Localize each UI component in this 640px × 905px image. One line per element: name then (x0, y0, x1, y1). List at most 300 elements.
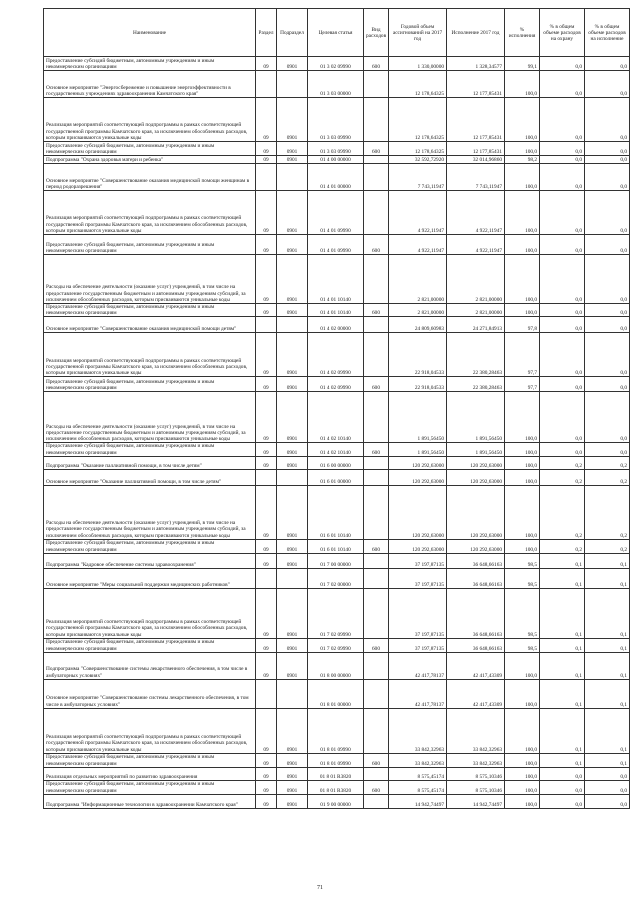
cell-share-2: 0,2 (585, 469, 630, 485)
table-row (44, 191, 630, 235)
cell-percent: 100,0 (505, 767, 540, 780)
table-row (44, 753, 630, 767)
cell-percent: 100,0 (505, 456, 540, 469)
cell-expense-type: 600 (364, 57, 389, 71)
cell-execution: 42 417,43309 (447, 652, 505, 679)
cell-razdel: 09 (256, 191, 277, 235)
cell-annual-plan: 42 417,78137 (389, 679, 447, 708)
cell-podrazdel: 0901 (277, 456, 308, 469)
cell-percent: 99,1 (505, 57, 540, 71)
cell-execution: 4 922,11947 (447, 191, 505, 235)
cell-podrazdel: 0901 (277, 377, 308, 392)
cell-execution: 120 292,63000 (447, 485, 505, 539)
table-body (44, 57, 630, 809)
cell-podrazdel: 0901 (277, 191, 308, 235)
cell-percent: 100,0 (505, 98, 540, 142)
cell-target-article: 01 8 01 R3820 (308, 767, 364, 780)
table-row (44, 767, 630, 780)
cell-razdel (256, 679, 277, 708)
cell-execution: 8 575,10346 (447, 767, 505, 780)
cell-name: Предоставление субсидий бюджетным, автономным учреждениям и иным некоммерческим организациям (44, 753, 256, 767)
cell-podrazdel (277, 679, 308, 708)
cell-target-article: 01 8 00 00000 (308, 652, 364, 679)
cell-target-article: 01 4 02 00000 (308, 317, 364, 333)
cell-name: Реализация отдельных мероприятий по развитию здравоохранения (44, 767, 256, 780)
cell-annual-plan: 37 197,87135 (389, 553, 447, 568)
cell-annual-plan: 8 575,45174 (389, 780, 447, 794)
cell-percent: 100,0 (505, 539, 540, 553)
col-header-target-article: Целевая статья (308, 9, 364, 57)
cell-target-article: 01 4 01 09990 (308, 191, 364, 235)
cell-podrazdel: 0901 (277, 98, 308, 142)
table-row (44, 57, 630, 71)
cell-expense-type (364, 456, 389, 469)
table-row (44, 164, 630, 191)
cell-share-1: 0,1 (540, 588, 585, 638)
cell-share-1: 0,0 (540, 377, 585, 392)
cell-target-article: 01 6 00 00000 (308, 456, 364, 469)
cell-share-1: 0,0 (540, 767, 585, 780)
table-row (44, 485, 630, 539)
cell-name: Основное мероприятие "Оказание паллиативной помощи, в том числе детям" (44, 469, 256, 485)
cell-target-article: 01 7 02 00000 (308, 568, 364, 588)
cell-share-2: 0,0 (585, 164, 630, 191)
cell-razdel: 09 (256, 539, 277, 553)
cell-percent: 100,0 (505, 485, 540, 539)
cell-share-2: 0,1 (585, 652, 630, 679)
cell-expense-type (364, 553, 389, 568)
cell-execution: 8 575,10346 (447, 780, 505, 794)
cell-target-article: 01 6 01 10140 (308, 539, 364, 553)
table-row (44, 156, 630, 164)
cell-target-article: 01 7 02 09990 (308, 588, 364, 638)
cell-target-article: 01 4 02 09990 (308, 377, 364, 392)
cell-target-article: 01 4 01 10140 (308, 255, 364, 304)
cell-share-2: 0,1 (585, 553, 630, 568)
page-number: 71 (317, 885, 323, 891)
table-row (44, 304, 630, 317)
cell-share-1: 0,0 (540, 780, 585, 794)
cell-name: Предоставление субсидий бюджетным, автономным учреждениям и иным некоммерческим организациям (44, 235, 256, 255)
cell-name: Основное мероприятие "Меры социальной поддержки медицинских работников" (44, 568, 256, 588)
cell-target-article: 01 8 01 R3820 (308, 780, 364, 794)
cell-razdel: 09 (256, 57, 277, 71)
cell-share-1: 0,0 (540, 235, 585, 255)
cell-expense-type (364, 485, 389, 539)
cell-execution: 2 821,00000 (447, 255, 505, 304)
cell-share-1: 0,0 (540, 392, 585, 443)
table-row (44, 392, 630, 443)
col-header-name: Наименование (44, 9, 256, 57)
cell-razdel: 09 (256, 333, 277, 377)
cell-execution: 33 842,32963 (447, 753, 505, 767)
cell-annual-plan: 1 891,56450 (389, 392, 447, 443)
cell-podrazdel: 0901 (277, 255, 308, 304)
cell-annual-plan: 12 178,64325 (389, 71, 447, 98)
table-row (44, 780, 630, 794)
cell-share-2: 0,0 (585, 71, 630, 98)
cell-expense-type: 600 (364, 638, 389, 652)
cell-podrazdel (277, 317, 308, 333)
table-row (44, 469, 630, 485)
cell-name: Предоставление субсидий бюджетным, автономным учреждениям и иным некоммерческим организациям (44, 539, 256, 553)
cell-annual-plan: 120 292,63000 (389, 469, 447, 485)
cell-podrazdel: 0901 (277, 638, 308, 652)
cell-razdel: 09 (256, 794, 277, 808)
cell-percent: 97,7 (505, 377, 540, 392)
cell-razdel: 09 (256, 98, 277, 142)
table-row (44, 377, 630, 392)
cell-share-1: 0,1 (540, 753, 585, 767)
cell-share-2: 0,0 (585, 98, 630, 142)
cell-name: Реализация мероприятий соответствующей подпрограммы в рамках соответствующей государственной программы Камчатского края, за исключением обособленных расходов, которым присваиваются уникальные коды (44, 191, 256, 235)
cell-expense-type: 600 (364, 142, 389, 156)
col-header-annual-plan: Годовой объем ассигнований на 2017 год (389, 9, 447, 57)
cell-execution: 12 177,85431 (447, 71, 505, 98)
cell-execution: 12 177,85431 (447, 142, 505, 156)
cell-podrazdel: 0901 (277, 794, 308, 808)
cell-expense-type (364, 255, 389, 304)
table-row (44, 71, 630, 98)
cell-name: Предоставление субсидий бюджетным, автономным учреждениям и иным некоммерческим организациям (44, 377, 256, 392)
cell-share-2: 0,1 (585, 638, 630, 652)
cell-percent: 100,0 (505, 304, 540, 317)
cell-execution: 32 014,96860 (447, 156, 505, 164)
cell-share-2: 0,0 (585, 392, 630, 443)
cell-percent: 98,5 (505, 553, 540, 568)
cell-name: Подпрограмма "Совершенствование системы лекарственного обеспечения, в том числе в амбулаторных условиях" (44, 652, 256, 679)
cell-target-article: 01 6 01 00000 (308, 469, 364, 485)
cell-execution: 14 942,74497 (447, 794, 505, 808)
cell-percent: 100,0 (505, 235, 540, 255)
cell-expense-type (364, 588, 389, 638)
cell-share-2: 0,0 (585, 255, 630, 304)
cell-name: Расходы на обеспечение деятельности (оказание услуг) учреждений, в том числе на предоставление государственным бюджетным и автономным учреждениям субсидий, за исключением обособленных расходов, которым присваиваются уникальные коды (44, 485, 256, 539)
cell-share-1: 0,0 (540, 71, 585, 98)
cell-target-article: 01 6 01 10140 (308, 485, 364, 539)
cell-razdel: 09 (256, 485, 277, 539)
cell-target-article: 01 8 01 09990 (308, 753, 364, 767)
cell-expense-type: 600 (364, 780, 389, 794)
cell-percent: 100,0 (505, 708, 540, 753)
cell-annual-plan: 42 417,78137 (389, 652, 447, 679)
cell-podrazdel: 0901 (277, 539, 308, 553)
cell-expense-type (364, 392, 389, 443)
cell-share-2: 0,1 (585, 753, 630, 767)
cell-razdel (256, 71, 277, 98)
cell-share-1: 0,2 (540, 456, 585, 469)
cell-share-2: 0,0 (585, 235, 630, 255)
cell-share-2: 0,0 (585, 317, 630, 333)
cell-razdel: 09 (256, 392, 277, 443)
cell-share-1: 0,2 (540, 539, 585, 553)
cell-expense-type (364, 164, 389, 191)
cell-razdel: 09 (256, 443, 277, 456)
cell-share-1: 0,1 (540, 708, 585, 753)
cell-razdel: 09 (256, 588, 277, 638)
cell-expense-type: 600 (364, 443, 389, 456)
cell-percent: 98,2 (505, 156, 540, 164)
cell-share-2: 0,0 (585, 377, 630, 392)
table-row (44, 456, 630, 469)
cell-share-2: 0,0 (585, 794, 630, 808)
cell-podrazdel: 0901 (277, 443, 308, 456)
cell-annual-plan: 120 292,63000 (389, 456, 447, 469)
cell-podrazdel: 0901 (277, 753, 308, 767)
cell-name: Реализация мероприятий соответствующей подпрограммы в рамках соответствующей государственной программы Камчатского края, за исключением обособленных расходов, которым присваиваются уникальные коды (44, 708, 256, 753)
table-row (44, 568, 630, 588)
cell-annual-plan: 14 942,74497 (389, 794, 447, 808)
cell-annual-plan: 32 592,72920 (389, 156, 447, 164)
cell-percent: 97,8 (505, 317, 540, 333)
cell-annual-plan: 22 918,04533 (389, 333, 447, 377)
cell-share-2: 0,2 (585, 485, 630, 539)
cell-name: Предоставление субсидий бюджетным, автономным учреждениям и иным некоммерческим организациям (44, 443, 256, 456)
col-header-expense-type: Вид расходов (364, 9, 389, 57)
cell-podrazdel (277, 164, 308, 191)
cell-annual-plan: 2 821,00000 (389, 304, 447, 317)
cell-podrazdel: 0901 (277, 333, 308, 377)
budget-table (43, 8, 630, 809)
cell-expense-type (364, 469, 389, 485)
cell-execution: 1 891,56450 (447, 443, 505, 456)
cell-razdel (256, 317, 277, 333)
cell-execution: 1 328,34577 (447, 57, 505, 71)
cell-share-2: 0,0 (585, 443, 630, 456)
table-row (44, 794, 630, 808)
table-row (44, 553, 630, 568)
cell-share-2: 0,1 (585, 588, 630, 638)
cell-name: Подпрограмма "Оказание паллиативной помощи, в том числе детям" (44, 456, 256, 469)
cell-target-article: 01 4 02 09990 (308, 333, 364, 377)
cell-name: Расходы на обеспечение деятельности (оказание услуг) учреждений, в том числе на предоставление государственным бюджетным и автономным учреждениям субсидий, за исключением обособленных расходов, которым присваиваются уникальные коды (44, 255, 256, 304)
cell-razdel (256, 164, 277, 191)
cell-target-article: 01 4 02 10140 (308, 443, 364, 456)
cell-target-article: 01 4 01 10140 (308, 304, 364, 317)
cell-share-2: 0,0 (585, 767, 630, 780)
cell-share-2: 0,1 (585, 708, 630, 753)
cell-share-1: 0,1 (540, 568, 585, 588)
cell-podrazdel: 0901 (277, 780, 308, 794)
table-row (44, 708, 630, 753)
cell-podrazdel: 0901 (277, 767, 308, 780)
cell-expense-type (364, 317, 389, 333)
cell-expense-type (364, 568, 389, 588)
cell-name: Подпрограмма "Охрана здоровья матери и ребенка" (44, 156, 256, 164)
cell-annual-plan: 24 809,60983 (389, 317, 447, 333)
cell-percent: 100,0 (505, 255, 540, 304)
cell-percent: 98,5 (505, 588, 540, 638)
cell-razdel: 09 (256, 708, 277, 753)
cell-annual-plan: 8 575,45174 (389, 767, 447, 780)
cell-podrazdel (277, 568, 308, 588)
cell-podrazdel (277, 71, 308, 98)
cell-target-article: 01 4 01 00000 (308, 164, 364, 191)
cell-podrazdel: 0901 (277, 156, 308, 164)
cell-podrazdel: 0901 (277, 652, 308, 679)
col-header-share-1: % в общем объеме расходов на охрану (540, 9, 585, 57)
cell-annual-plan: 33 842,32963 (389, 708, 447, 753)
cell-expense-type (364, 708, 389, 753)
table-row (44, 255, 630, 304)
cell-razdel: 09 (256, 638, 277, 652)
cell-execution: 33 842,32963 (447, 708, 505, 753)
cell-razdel: 09 (256, 255, 277, 304)
cell-percent: 98,5 (505, 568, 540, 588)
cell-percent: 100,0 (505, 392, 540, 443)
cell-execution: 36 648,66163 (447, 638, 505, 652)
cell-expense-type (364, 71, 389, 98)
cell-share-2: 0,0 (585, 191, 630, 235)
cell-share-2: 0,0 (585, 142, 630, 156)
cell-expense-type: 600 (364, 235, 389, 255)
cell-share-2: 0,2 (585, 539, 630, 553)
cell-name: Подпрограмма "Информационные технологии в здравоохранении Камчатского края" (44, 794, 256, 808)
table-row (44, 638, 630, 652)
cell-share-2: 0,2 (585, 456, 630, 469)
cell-target-article: 01 3 03 09990 (308, 98, 364, 142)
cell-annual-plan: 12 178,64325 (389, 98, 447, 142)
cell-share-1: 0,1 (540, 638, 585, 652)
cell-expense-type (364, 767, 389, 780)
cell-razdel: 09 (256, 767, 277, 780)
cell-expense-type (364, 333, 389, 377)
cell-annual-plan: 120 292,63000 (389, 539, 447, 553)
cell-share-1: 0,0 (540, 304, 585, 317)
cell-name: Основное мероприятие "Энергосбережение и повышение энергоэффективности в государственных учреждениях здравоохранения Камчатского края" (44, 71, 256, 98)
cell-razdel: 09 (256, 142, 277, 156)
cell-annual-plan: 120 292,63000 (389, 485, 447, 539)
cell-name: Предоставление субсидий бюджетным, автономным учреждениям и иным некоммерческим организациям (44, 638, 256, 652)
cell-name: Предоставление субсидий бюджетным, автономным учреждениям и иным некоммерческим организациям (44, 57, 256, 71)
cell-execution: 22 380,28463 (447, 333, 505, 377)
cell-expense-type (364, 679, 389, 708)
cell-execution: 42 417,43309 (447, 679, 505, 708)
table-row (44, 317, 630, 333)
table-row (44, 333, 630, 377)
cell-execution: 36 648,66163 (447, 588, 505, 638)
cell-razdel (256, 568, 277, 588)
col-header-podrazdel: Подраздел (277, 9, 308, 57)
cell-percent: 100,0 (505, 164, 540, 191)
cell-target-article: 01 8 01 09990 (308, 708, 364, 753)
cell-razdel: 09 (256, 156, 277, 164)
cell-expense-type (364, 191, 389, 235)
cell-share-1: 0,0 (540, 317, 585, 333)
cell-podrazdel: 0901 (277, 57, 308, 71)
cell-razdel: 09 (256, 377, 277, 392)
cell-percent: 97,7 (505, 333, 540, 377)
cell-percent: 100,0 (505, 780, 540, 794)
cell-target-article: 01 3 03 09990 (308, 142, 364, 156)
cell-annual-plan: 37 197,87135 (389, 588, 447, 638)
cell-execution: 2 821,00000 (447, 304, 505, 317)
cell-share-1: 0,0 (540, 255, 585, 304)
cell-expense-type (364, 156, 389, 164)
cell-podrazdel: 0901 (277, 588, 308, 638)
cell-expense-type: 600 (364, 539, 389, 553)
cell-share-2: 0,0 (585, 333, 630, 377)
cell-execution: 24 271,84913 (447, 317, 505, 333)
cell-target-article: 01 4 02 10140 (308, 392, 364, 443)
table-row (44, 98, 630, 142)
col-header-execution: Исполнение 2017 год (447, 9, 505, 57)
cell-execution: 4 922,11947 (447, 235, 505, 255)
cell-podrazdel: 0901 (277, 392, 308, 443)
cell-name: Предоставление субсидий бюджетным, автономным учреждениям и иным некоммерческим организациям (44, 304, 256, 317)
col-header-share-2: % в общем объеме расходов на исполнение (585, 9, 630, 57)
cell-share-1: 0,0 (540, 191, 585, 235)
col-header-percent: % исполнения (505, 9, 540, 57)
cell-percent: 100,0 (505, 753, 540, 767)
table-row (44, 142, 630, 156)
cell-name: Основное мероприятие "Совершенствование оказания медицинской помощи детям" (44, 317, 256, 333)
cell-share-2: 0,0 (585, 57, 630, 71)
cell-share-1: 0,0 (540, 333, 585, 377)
cell-percent: 100,0 (505, 794, 540, 808)
cell-share-2: 0,0 (585, 780, 630, 794)
cell-razdel: 09 (256, 780, 277, 794)
cell-percent: 100,0 (505, 679, 540, 708)
cell-execution: 22 380,28463 (447, 377, 505, 392)
cell-podrazdel: 0901 (277, 553, 308, 568)
cell-percent: 100,0 (505, 652, 540, 679)
cell-share-1: 0,0 (540, 794, 585, 808)
cell-razdel: 09 (256, 235, 277, 255)
cell-name: Реализация мероприятий соответствующей подпрограммы в рамках соответствующей государственной программы Камчатского края, за исключением обособленных расходов, которым присваиваются уникальные коды (44, 333, 256, 377)
cell-share-2: 0,0 (585, 156, 630, 164)
table-row (44, 443, 630, 456)
cell-razdel: 09 (256, 652, 277, 679)
cell-share-1: 0,2 (540, 469, 585, 485)
table-row (44, 679, 630, 708)
cell-share-1: 0,0 (540, 57, 585, 71)
cell-percent: 100,0 (505, 71, 540, 98)
cell-razdel: 09 (256, 456, 277, 469)
cell-share-1: 0,1 (540, 652, 585, 679)
cell-share-2: 0,0 (585, 304, 630, 317)
cell-target-article: 01 7 02 09990 (308, 638, 364, 652)
cell-execution: 1 891,56450 (447, 392, 505, 443)
cell-annual-plan: 1 891,56450 (389, 443, 447, 456)
cell-name: Реализация мероприятий соответствующей подпрограммы в рамках соответствующей государственной программы Камчатского края, за исключением обособленных расходов, которым присваиваются уникальные коды (44, 588, 256, 638)
cell-name: Реализация мероприятий соответствующей подпрограммы в рамках соответствующей государственной программы Камчатского края, за исключением обособленных расходов, которым присваиваются уникальные коды (44, 98, 256, 142)
table-row (44, 539, 630, 553)
table-row (44, 588, 630, 638)
cell-razdel: 09 (256, 753, 277, 767)
cell-share-1: 0,2 (540, 485, 585, 539)
cell-podrazdel: 0901 (277, 708, 308, 753)
cell-podrazdel: 0901 (277, 304, 308, 317)
col-header-razdel: Раздел (256, 9, 277, 57)
cell-share-1: 0,0 (540, 443, 585, 456)
cell-share-1: 0,0 (540, 98, 585, 142)
cell-expense-type (364, 98, 389, 142)
cell-annual-plan: 2 821,00000 (389, 255, 447, 304)
cell-target-article: 01 8 01 00000 (308, 679, 364, 708)
cell-percent: 100,0 (505, 469, 540, 485)
cell-name: Предоставление субсидий бюджетным, автономным учреждениям и иным некоммерческим организациям (44, 780, 256, 794)
cell-podrazdel: 0901 (277, 235, 308, 255)
cell-share-2: 0,1 (585, 568, 630, 588)
cell-name: Подпрограмма "Кадровое обеспечение системы здравоохранения" (44, 553, 256, 568)
cell-execution: 36 648,66163 (447, 568, 505, 588)
cell-annual-plan: 37 197,87135 (389, 568, 447, 588)
cell-execution: 12 177,85431 (447, 98, 505, 142)
table-row (44, 235, 630, 255)
cell-target-article: 01 4 01 09990 (308, 235, 364, 255)
cell-annual-plan: 33 842,32963 (389, 753, 447, 767)
